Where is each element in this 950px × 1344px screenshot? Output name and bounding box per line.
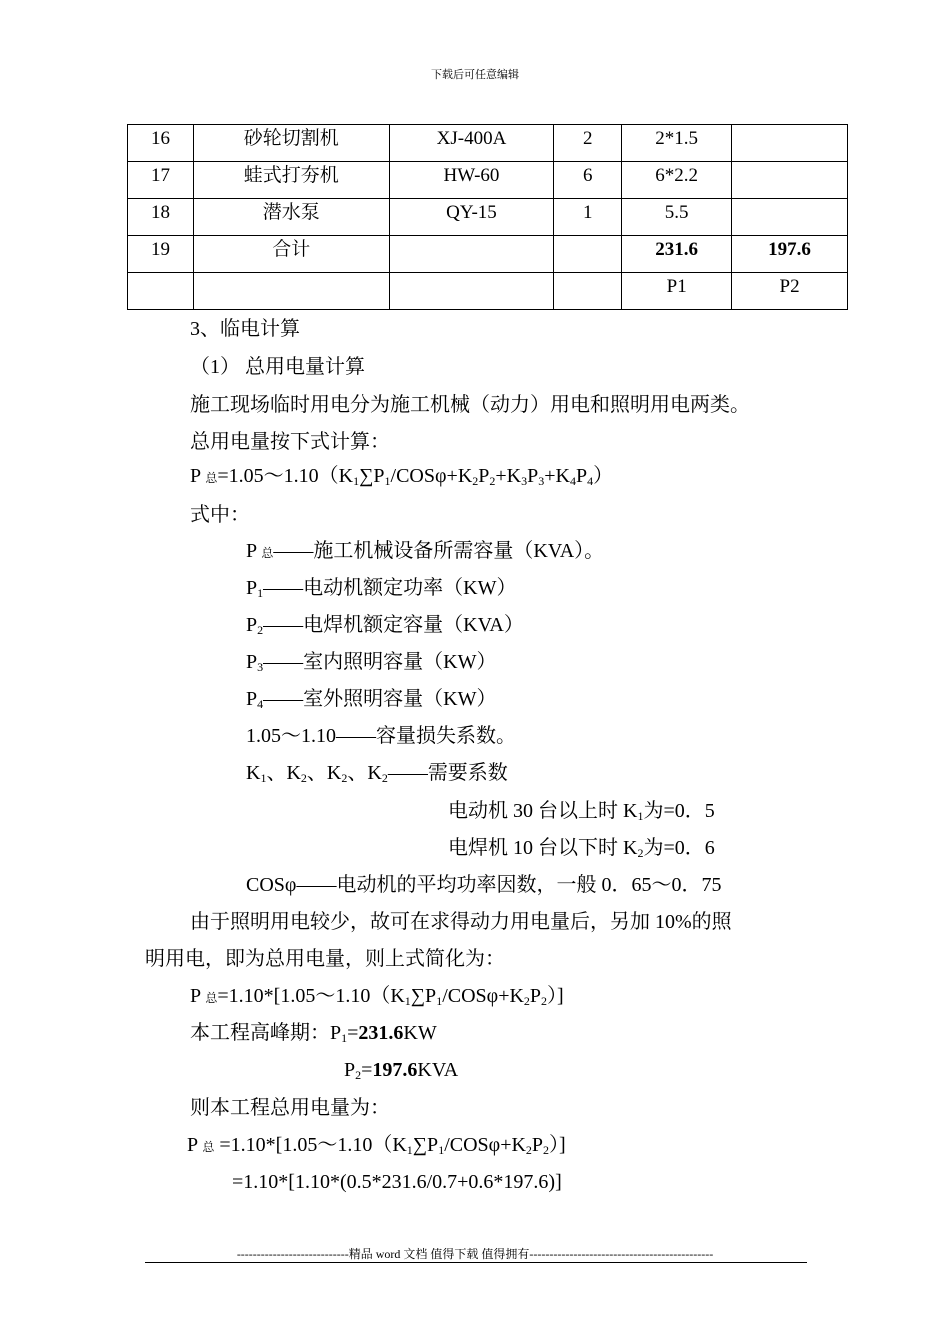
table-cell: 19 <box>128 236 194 273</box>
table-cell <box>732 162 848 199</box>
table-cell: 17 <box>128 162 194 199</box>
table-cell <box>389 273 554 310</box>
table-cell: QY-15 <box>389 199 554 236</box>
table-row-labels <box>128 273 848 310</box>
equipment-table <box>127 124 848 310</box>
table-cell: 1 <box>554 199 622 236</box>
table-cell: 2*1.5 <box>622 125 732 162</box>
table-row <box>128 125 848 162</box>
table-cell <box>732 125 848 162</box>
coefficient-note: 电焊机 10 台以下时 $K_2$为=0．6 <box>448 837 715 860</box>
table-cell: P1 <box>622 273 732 310</box>
page-header: 下载后可任意编辑 <box>431 69 519 81</box>
table-row <box>128 199 848 236</box>
definition-item: $P_1——$电动机额定功率（KW） <box>246 577 517 600</box>
formula-project: P 总 $=1.10*[1.05\sim 1.10(K_1\sum P_1/COS\varphi+K_2P_2)]$ <box>187 1134 566 1157</box>
peak-p1: 本工程高峰期：$P_1=231.6KW$ <box>190 1022 437 1045</box>
table-cell: 6*2.2 <box>622 162 732 199</box>
table-cell: 5.5 <box>622 199 732 236</box>
table-cell: 蛙式打夯机 <box>193 162 389 199</box>
table-cell: 合计 <box>193 236 389 273</box>
table-cell: P2 <box>732 273 848 310</box>
table-cell <box>554 273 622 310</box>
footer-divider <box>145 1262 807 1263</box>
table-cell <box>732 199 848 236</box>
formula-simplified: P 总$=1.10*[1.05\sim 1.10(K_1\sum P_1/COS\varphi+K_2P_2)]$ <box>190 985 564 1008</box>
definition-item: 1.05～1.10——容量损失系数。 <box>246 725 516 747</box>
coefficient-note: 电动机 30 台以上时 $K_1$为=0．5 <box>448 800 715 823</box>
paragraph: 施工现场临时用电分为施工机械（动力）用电和照明用电两类。 <box>190 394 750 416</box>
table-cell: 16 <box>128 125 194 162</box>
table-cell: XJ-400A <box>389 125 554 162</box>
page-footer: ----------------------------精品 word 文档 值得下载 值得拥有---------------------------------------------- <box>236 1247 714 1261</box>
table-cell <box>389 236 554 273</box>
formula-substituted: =1.10*[1.10*(0.5*231.6/0.7+0.6*197.6)] <box>232 1171 562 1193</box>
table-row <box>128 162 848 199</box>
table-cell <box>128 273 194 310</box>
table-cell: 砂轮切割机 <box>193 125 389 162</box>
paragraph: 明用电，即为总用电量，则上式简化为： <box>145 948 505 970</box>
definition-item: $P_2——$电焊机额定容量（KVA） <box>246 614 524 637</box>
definition-item: COSφ——电动机的平均功率因数，一般 0．65～0．75 <box>246 874 722 896</box>
total-p2-cell: 197.6 <box>732 236 848 273</box>
definition-item: $P_3——$室内照明容量（KW） <box>246 651 497 674</box>
table-cell: 18 <box>128 199 194 236</box>
total-p1-cell: 231.6 <box>622 236 732 273</box>
paragraph: 总用电量按下式计算： <box>190 431 390 453</box>
table-cell: 潜水泵 <box>193 199 389 236</box>
definition-item: P 总——施工机械设备所需容量（KVA）。 <box>246 540 605 562</box>
peak-p2: $P_2=197.6KVA$ <box>344 1059 459 1082</box>
paragraph: 由于照明用电较少，故可在求得动力用电量后，另加 10%的照 <box>190 911 732 933</box>
definition-item: $K_1$、$K_2$、$K_2$、$K_2——$需要系数 <box>246 762 508 785</box>
table-cell <box>193 273 389 310</box>
table-cell <box>554 236 622 273</box>
formula-total: P 总$=1.05\sim 1.10(K_1\sum P_1/COS\varphi+K_2P_2+K_3P_3+K_4P_4)$ <box>190 465 614 488</box>
definition-item: $P_4——$室外照明容量（KW） <box>246 688 497 711</box>
table-cell: HW-60 <box>389 162 554 199</box>
subsection-title: （1） 总用电量计算 <box>190 356 365 378</box>
table-row-total <box>128 236 848 273</box>
table-cell: 6 <box>554 162 622 199</box>
paragraph: 式中： <box>190 504 250 526</box>
table-cell: 2 <box>554 125 622 162</box>
paragraph: 则本工程总用电量为： <box>190 1097 390 1119</box>
section-title: 3、临电计算 <box>190 318 300 340</box>
